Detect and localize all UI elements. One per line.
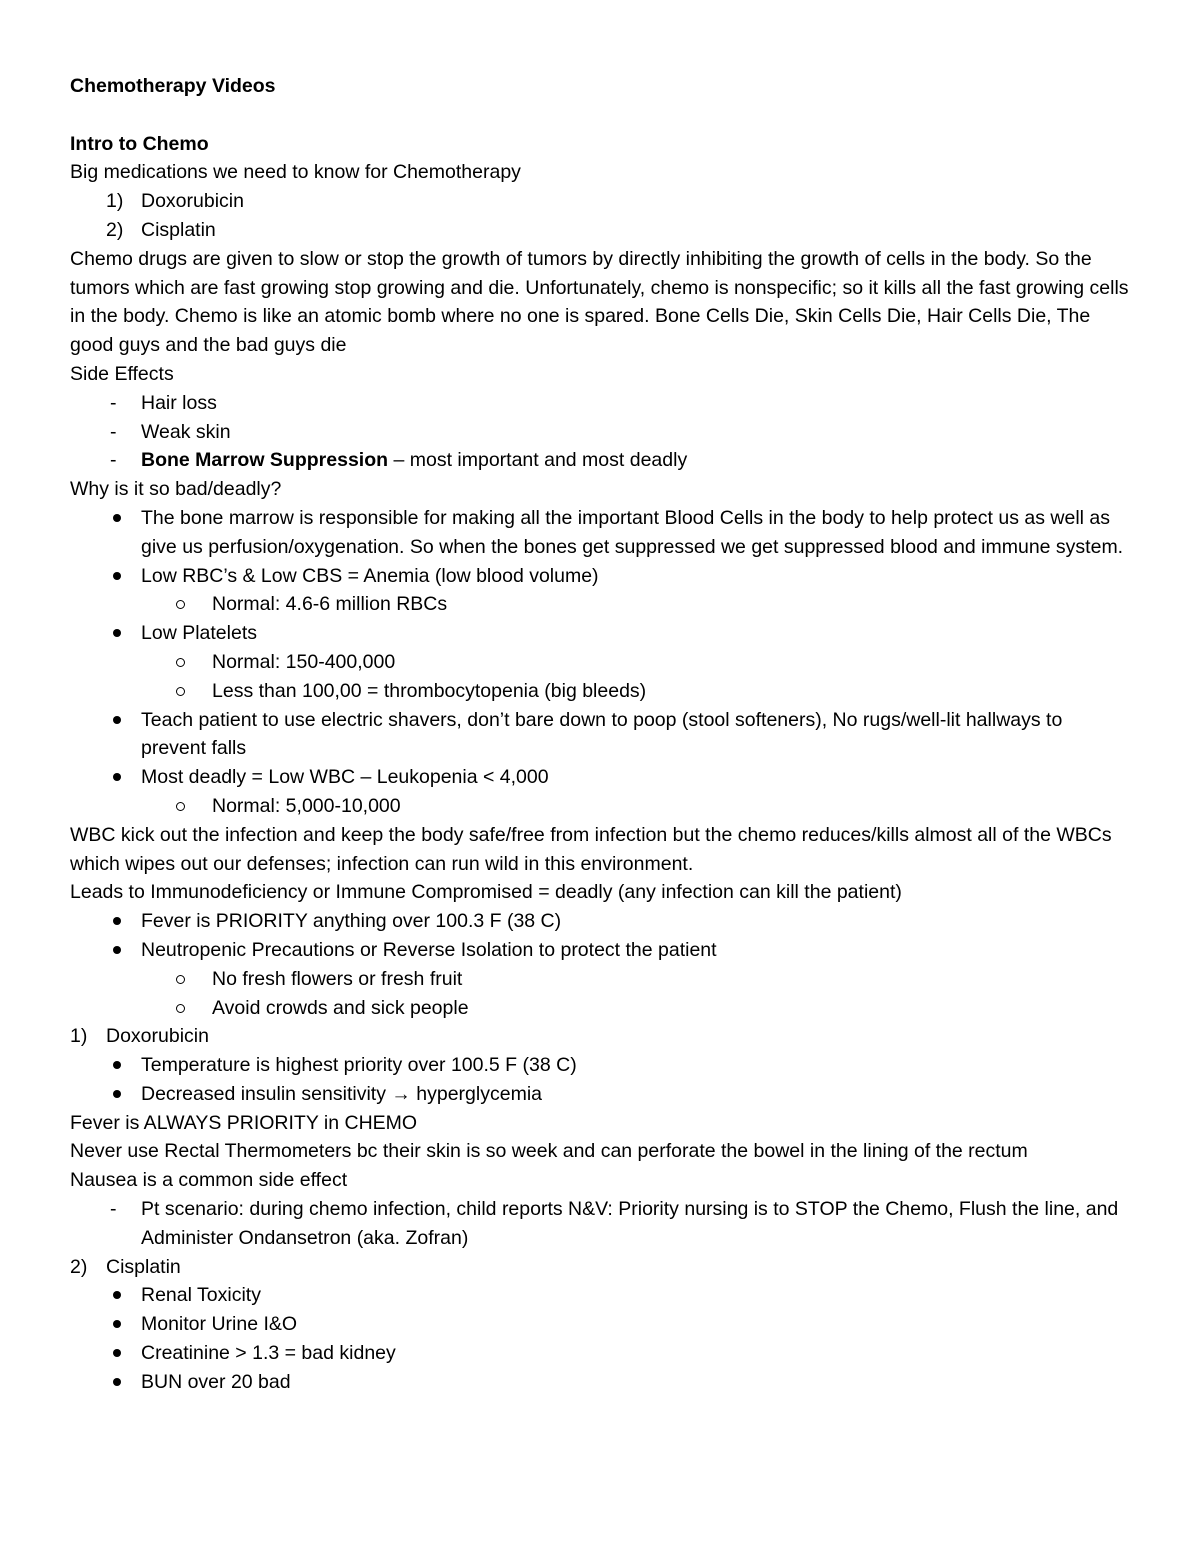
side-effect-item [70,418,1132,447]
list-number: 1) [106,190,124,213]
list-item-text: Temperature is highest priority over 100.5 F (38 C) [141,1054,577,1077]
bullet-icon [113,514,121,522]
list-item-text: Monitor Urine I&O [141,1313,298,1336]
list-item-text: The bone marrow is responsible for making all the important Blood Cells in the body to help protect us as well as give us perfusion/oxygenation. So when the bones get suppressed we get suppressed blood and immune system. [141,506,1124,558]
list-item-text: Fever is PRIORITY anything over 100.3 F (38 C) [141,910,562,933]
sub-list-item [70,648,1132,677]
scenario-item [70,1195,1132,1253]
dash-icon: - [110,449,117,472]
why-label: Why is it so bad/deadly? [70,478,282,501]
list-item-text: Creatinine > 1.3 = bad kidney [141,1342,396,1365]
list-item [70,907,1132,936]
sub-list-item [70,677,1132,706]
bullet-icon [113,1349,121,1357]
side-effects-label: Side Effects [70,362,174,385]
list-item [70,936,1132,965]
section-label: Doxorubicin [106,1025,209,1048]
circle-bullet-icon [176,1004,185,1013]
list-item [70,619,1132,648]
bullet-icon [113,917,121,925]
bullet-icon [113,716,121,724]
med-item-2 [70,216,1132,245]
bullet-icon [113,629,121,637]
bullet-icon [113,1320,121,1328]
side-effect-text: – most important and most deadly [388,449,688,472]
scenario-text: Pt scenario: during chemo infection, child reports N&V: Priority nursing is to STOP the Chemo, Flush the line, and Administer Ondansetron (aka. Zofran) [141,1198,1119,1249]
list-number: 2) [70,1255,88,1278]
bullet-icon [113,1291,121,1299]
sub-list-item-text: Normal: 150-400,000 [212,650,396,673]
list-item [70,1281,1132,1310]
list-item-text: Teach patient to use electric shavers, don’t bare down to poop (stool softeners), No rugs/well-lit hallways to prevent falls [141,708,1063,760]
sub-list-item-text: Avoid crowds and sick people [212,996,469,1019]
list-item [70,1051,1132,1080]
list-item [70,706,1132,764]
dash-icon: - [110,391,117,414]
list-item [70,1368,1132,1397]
list-number: 1) [70,1025,88,1048]
dash-icon: - [110,1198,117,1221]
circle-bullet-icon [176,600,185,609]
med-item-1 [70,187,1132,216]
intro-heading: Intro to Chemo [70,132,209,155]
doxorubicin-heading [70,1022,1132,1051]
bullet-icon [113,1090,121,1098]
document-title: Chemotherapy Videos [70,75,276,97]
list-item [70,1310,1132,1339]
bullet-icon [113,773,121,781]
sub-list-item-text: Normal: 5,000-10,000 [212,794,401,817]
rectal-line: Never use Rectal Thermometers bc their skin is so week and can perforate the bowel in the lining of the rectum [70,1140,1028,1163]
med-name: Cisplatin [141,218,216,241]
intro-text: Big medications we need to know for Chemotherapy [70,161,521,184]
list-item-text: Low RBC’s & Low CBS = Anemia (low blood volume) [141,564,599,587]
bullet-icon [113,946,121,954]
section-label: Cisplatin [106,1255,181,1278]
immuno-line: Leads to Immunodeficiency or Immune Compromised = deadly (any infection can kill the patient) [70,881,902,904]
list-item-text: Renal Toxicity [141,1284,261,1307]
med-name: Doxorubicin [141,190,244,213]
circle-bullet-icon [176,687,185,696]
cisplatin-heading [70,1253,1132,1282]
list-item-text: Most deadly = Low WBC – Leukopenia < 4,000 [141,766,549,789]
nausea-line: Nausea is a common side effect [70,1169,348,1192]
arrow-right-icon: → [391,1082,411,1105]
side-effect-bold-text: Bone Marrow Suppression [141,449,389,472]
bullet-icon [113,1061,121,1069]
spacer [70,101,1132,130]
sub-list-item [70,792,1132,821]
wbc-paragraph: WBC kick out the infection and keep the body safe/free from infection but the chemo reduces/kills almost all of the WBCs which wipes out our defenses; infection can run wild in this environment. [70,823,1112,875]
circle-bullet-icon [176,658,185,667]
circle-bullet-icon [176,975,185,984]
sub-list-item-text: No fresh flowers or fresh fruit [212,967,463,990]
sub-list-item [70,994,1132,1023]
list-item-text: Neutropenic Precautions or Reverse Isolation to protect the patient [141,938,717,961]
list-number: 2) [106,218,124,241]
side-effect-text: Hair loss [141,391,217,414]
side-effect-item [70,389,1132,418]
list-item [70,504,1132,562]
bullet-icon [113,572,121,580]
list-item [70,1339,1132,1368]
list-item [70,763,1132,792]
sub-list-item-text: Normal: 4.6-6 million RBCs [212,593,448,616]
sub-list-item [70,590,1132,619]
dash-icon: - [110,420,117,443]
list-item [70,1080,1132,1109]
side-effect-text: Weak skin [141,420,231,443]
fever-line: Fever is ALWAYS PRIORITY in CHEMO [70,1111,418,1134]
circle-bullet-icon [176,802,185,811]
chemo-paragraph: Chemo drugs are given to slow or stop the growth of tumors by directly inhibiting the growth of cells in the body. So the tumors which are fast growing stop growing and die. Unfortunately, chemo is nonspecific; so it kills all the fast growing cells in the body. Chemo is like an atomic bomb where no one is spared. Bone Cells Die, Skin Cells Die, Hair Cells Die, The good guys and the bad guys die [70,247,1129,357]
bullet-icon [113,1378,121,1386]
list-item-text: Decreased insulin sensitivity [141,1082,392,1105]
list-item [70,562,1132,591]
sub-list-item-text: Less than 100,00 = thrombocytopenia (big bleeds) [212,679,647,702]
list-item-text: hyperglycemia [410,1082,542,1105]
side-effect-item [70,446,1132,475]
list-item-text: BUN over 20 bad [141,1370,291,1393]
list-item-text: Low Platelets [141,622,257,645]
sub-list-item [70,965,1132,994]
